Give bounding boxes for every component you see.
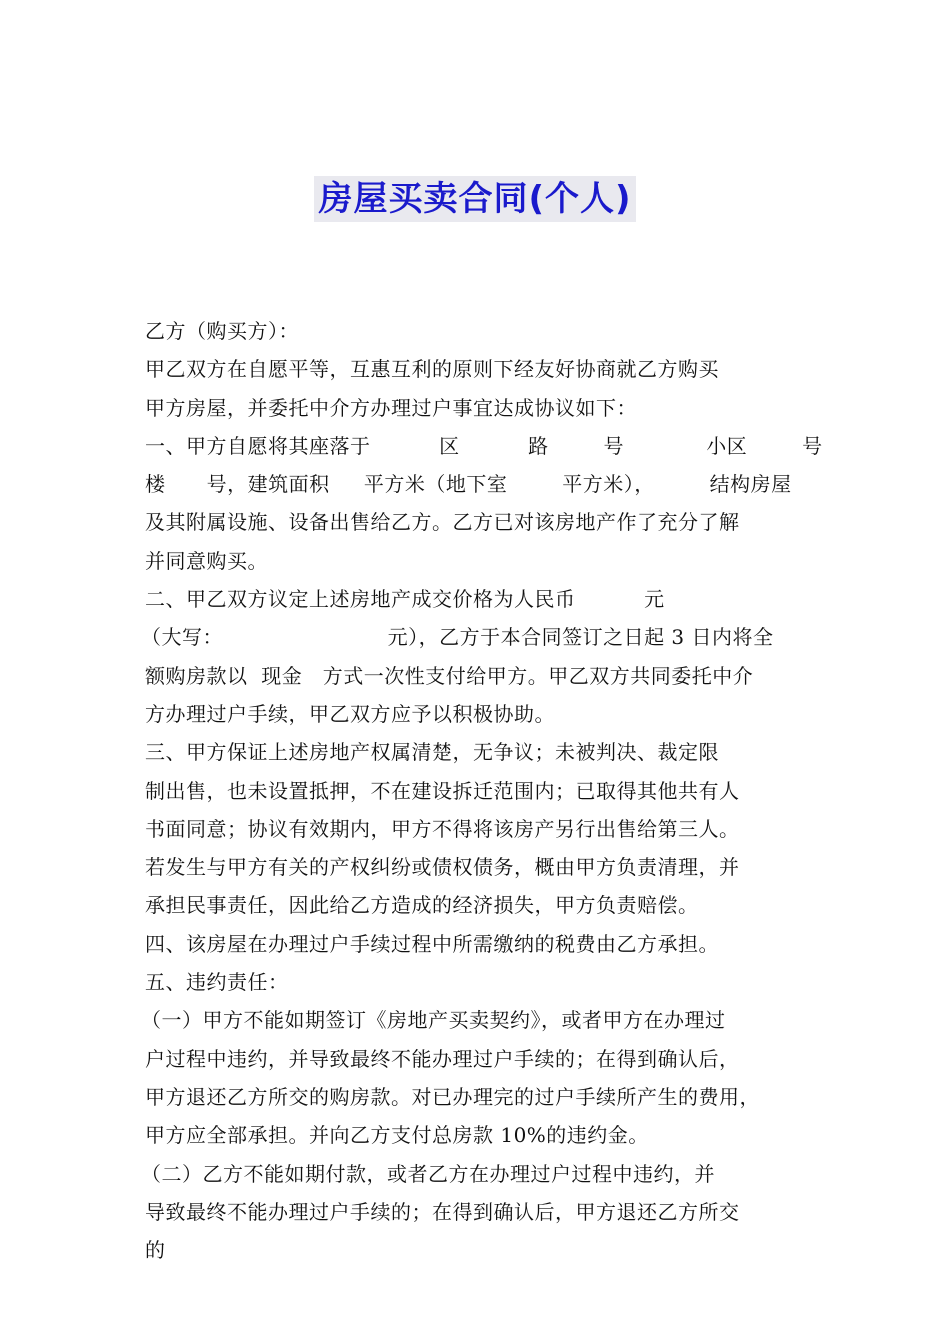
text-line: （大写： 元），乙方于本合同签订之日起 3 日内将全 <box>141 625 774 650</box>
text-line: 甲方房屋，并委托中介方办理过户事宜达成协议如下： <box>145 395 637 420</box>
text-line: 方办理过户手续，甲乙双方应予以积极协助。 <box>145 701 555 726</box>
text-line: （二）乙方不能如期付款，或者乙方在办理过户过程中违约，并 <box>141 1161 715 1186</box>
text-line: 三、甲方保证上述房地产权属清楚，无争议；未被判决、裁定限 <box>145 740 719 765</box>
text-line: 户过程中违约，并导致最终不能办理过户手续的；在得到确认后， <box>145 1046 740 1071</box>
text-line: 的 <box>145 1238 166 1263</box>
text-line: 一、甲方自愿将其座落于 区 路 号 小区 号 <box>145 433 823 458</box>
document-body <box>141 312 825 1269</box>
text-line: 五、违约责任： <box>145 970 289 995</box>
text-line: 额购房款以 现金 方式一次性支付给甲方。甲乙双方共同委托中介 <box>145 663 754 688</box>
text-line: 甲方退还乙方所交的购房款。对已办理完的过户手续所产生的费用， <box>145 1084 760 1109</box>
text-line: 承担民事责任，因此给乙方造成的经济损失，甲方负责赔偿。 <box>145 893 699 918</box>
text-line: 二、甲乙双方议定上述房地产成交价格为人民币 元 <box>145 587 665 612</box>
text-line: 书面同意；协议有效期内，甲方不得将该房产另行出售给第三人。 <box>145 816 740 841</box>
text-line: 及其附属设施、设备出售给乙方。乙方已对该房地产作了充分了解 <box>145 510 740 535</box>
document-title: 房屋买卖合同(个人) <box>314 176 635 222</box>
text-line: 制出售，也未设置抵押，不在建设拆迁范围内；已取得其他共有人 <box>145 778 740 803</box>
text-line: （一）甲方不能如期签订《房地产买卖契约》，或者甲方在办理过 <box>141 1008 726 1033</box>
text-line: 甲乙双方在自愿平等，互惠互利的原则下经友好协商就乙方购买 <box>145 357 719 382</box>
text-line: 甲方应全部承担。并向乙方支付总房款 10%的违约金。 <box>145 1123 649 1148</box>
title-area <box>0 176 950 222</box>
text-line: 乙方（购买方）： <box>145 319 299 343</box>
text-line: 导致最终不能办理过户手续的；在得到确认后，甲方退还乙方所交 <box>145 1199 740 1224</box>
text-line: 若发生与甲方有关的产权纠纷或债权债务，概由甲方负责清理，并 <box>145 855 740 880</box>
text-line: 四、该房屋在办理过户手续过程中所需缴纳的税费由乙方承担。 <box>145 931 719 956</box>
text-line: 并同意购买。 <box>145 548 268 573</box>
text-line: 楼 号，建筑面积 平方米（地下室 平方米）， 结构房屋 <box>145 472 792 497</box>
